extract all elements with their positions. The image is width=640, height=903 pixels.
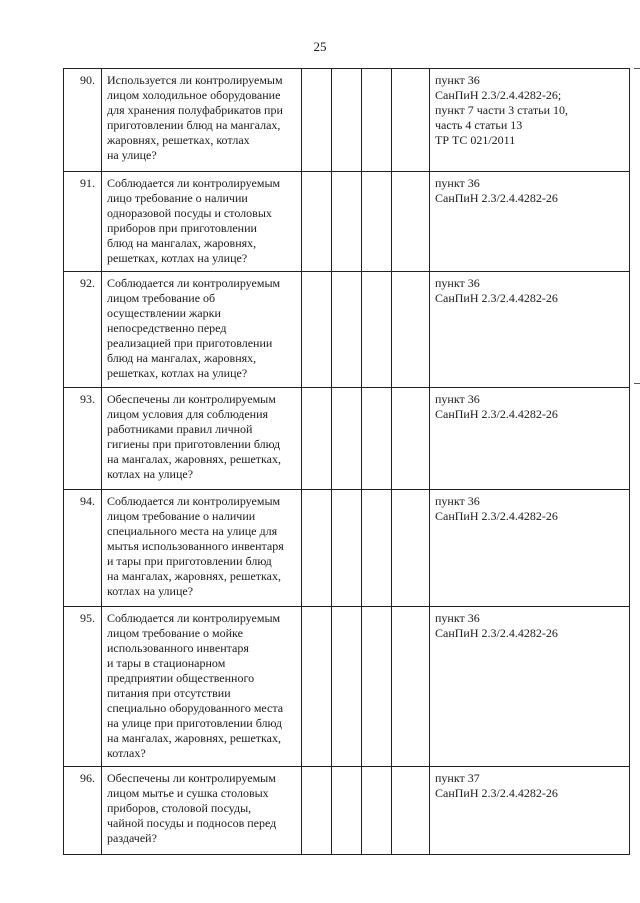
answer-cell-na[interactable] (362, 172, 392, 272)
answer-cell-note[interactable] (392, 69, 430, 172)
row-number: 92. (64, 272, 102, 388)
answer-cell-note[interactable] (392, 490, 430, 607)
page-number: 25 (313, 39, 327, 54)
answer-cell-na[interactable] (362, 767, 392, 855)
answer-cell-note[interactable] (392, 388, 430, 490)
row-number: 91. (64, 172, 102, 272)
answer-cell-na[interactable] (362, 607, 392, 767)
answer-cell-note[interactable] (392, 172, 430, 272)
table-row (64, 172, 630, 272)
answer-cell-na[interactable] (362, 272, 392, 388)
answer-cell-yes[interactable] (302, 767, 332, 855)
row-question: Используется ли контролируемым лицом холодильное оборудование для хранения полуфабрикатов при приготовлении блюд на мангалах, жаровнях, решетках, котлах на улице? (102, 69, 302, 172)
table-row (64, 490, 630, 607)
row-number: 94. (64, 490, 102, 607)
row-reference: пункт 36 СанПиН 2.3/2.4.4282-26 (430, 388, 630, 490)
row-number: 93. (64, 388, 102, 490)
row-reference: пункт 36 СанПиН 2.3/2.4.4282-26 (430, 607, 630, 767)
row-reference: пункт 36 СанПиН 2.3/2.4.4282-26 (430, 272, 630, 388)
answer-cell-na[interactable] (362, 490, 392, 607)
answer-cell-no[interactable] (332, 272, 362, 388)
answer-cell-note[interactable] (392, 607, 430, 767)
row-number: 96. (64, 767, 102, 855)
answer-cell-yes[interactable] (302, 607, 332, 767)
answer-cell-yes[interactable] (302, 272, 332, 388)
answer-cell-note[interactable] (392, 272, 430, 388)
table-row (64, 388, 630, 490)
table-row (64, 607, 630, 767)
answer-cell-yes[interactable] (302, 490, 332, 607)
answer-cell-note[interactable] (392, 767, 430, 855)
scan-margin-mark (634, 383, 640, 384)
answer-cell-no[interactable] (332, 172, 362, 272)
answer-cell-yes[interactable] (302, 388, 332, 490)
answer-cell-no[interactable] (332, 607, 362, 767)
scan-margin-mark (634, 68, 640, 69)
answer-cell-no[interactable] (332, 69, 362, 172)
row-question: Соблюдается ли контролируемым лицом требование о наличии специального места на улице для мытья использованного инвентаря и тары при приготовлении блюд на мангалах, жаровнях, решетках, котлах на улице? (102, 490, 302, 607)
row-number: 90. (64, 69, 102, 172)
row-question: Обеспечены ли контролируемым лицом условия для соблюдения работниками правил личной гигиены при приготовлении блюд на мангалах, жаровнях, решетках, котлах на улице? (102, 388, 302, 490)
row-number: 95. (64, 607, 102, 767)
row-reference: пункт 37 СанПиН 2.3/2.4.4282-26 (430, 767, 630, 855)
row-reference: пункт 36 СанПиН 2.3/2.4.4282-26; пункт 7 части 3 статьи 10, часть 4 статьи 13 ТР ТС 021/2011 (430, 69, 630, 172)
answer-cell-yes[interactable] (302, 69, 332, 172)
answer-cell-na[interactable] (362, 69, 392, 172)
checklist-table (63, 68, 630, 855)
row-question: Обеспечены ли контролируемым лицом мытье и сушка столовых приборов, столовой посуды, чайной посуды и подносов перед раздачей? (102, 767, 302, 855)
answer-cell-no[interactable] (332, 388, 362, 490)
answer-cell-no[interactable] (332, 767, 362, 855)
answer-cell-no[interactable] (332, 490, 362, 607)
row-question: Соблюдается ли контролируемым лицом требование о мойке использованного инвентаря и тары в стационарном предприятии общественного питания при отсутствии специально оборудованного места на улице при приготовлении блюд на мангалах, жаровнях, решетках, котлах? (102, 607, 302, 767)
row-question: Соблюдается ли контролируемым лицо требование о наличии одноразовой посуды и столовых приборов при приготовлении блюд на мангалах, жаровнях, решетках, котлах на улице? (102, 172, 302, 272)
row-reference: пункт 36 СанПиН 2.3/2.4.4282-26 (430, 172, 630, 272)
row-reference: пункт 36 СанПиН 2.3/2.4.4282-26 (430, 490, 630, 607)
table-row (64, 272, 630, 388)
answer-cell-na[interactable] (362, 388, 392, 490)
table-row (64, 767, 630, 855)
answer-cell-yes[interactable] (302, 172, 332, 272)
row-question: Соблюдается ли контролируемым лицом требование об осуществлении жарки непосредственно перед реализацией при приготовлении блюд на мангалах, жаровнях, решетках, котлах на улице? (102, 272, 302, 388)
table-row (64, 69, 630, 172)
